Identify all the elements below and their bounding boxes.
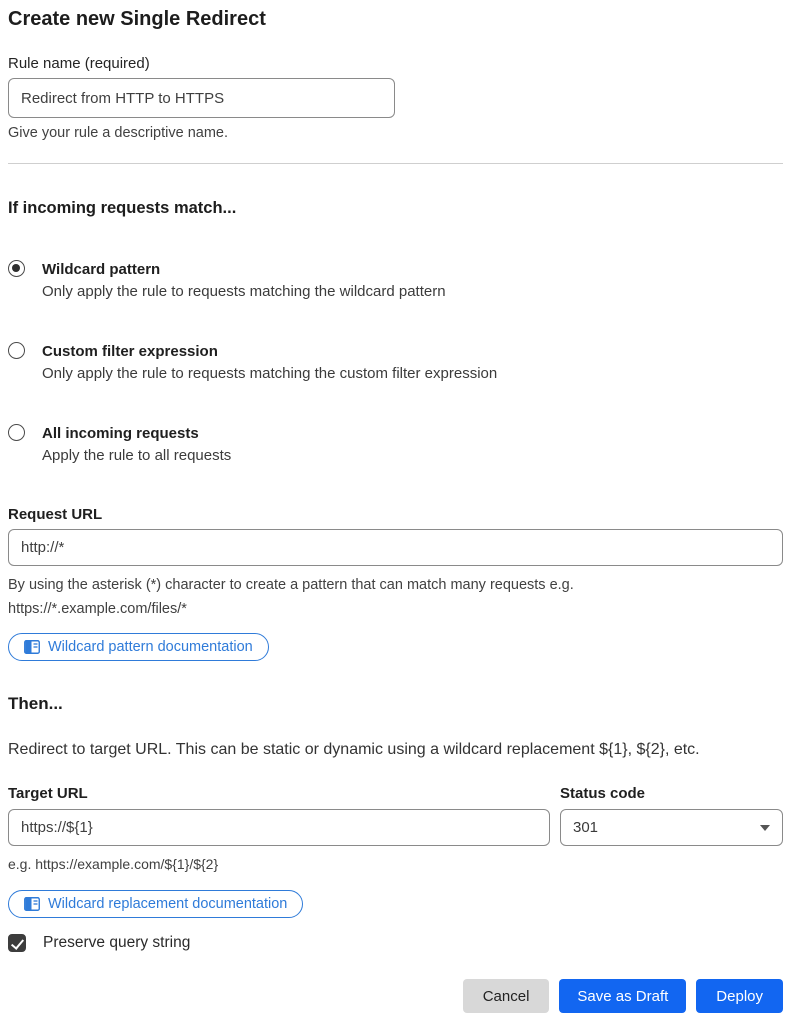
radio-option-custom-filter[interactable] <box>8 341 783 385</box>
request-url-help-line1: By using the asterisk (*) character to create a pattern that can match many requests e.g. <box>8 577 574 593</box>
match-section-heading: If incoming requests match... <box>8 199 237 217</box>
then-section-heading: Then... <box>8 694 63 713</box>
form-actions <box>8 979 783 1013</box>
doc-button-label: Wildcard replacement documentation <box>48 896 288 912</box>
request-url-help <box>8 573 783 621</box>
section-divider <box>8 163 783 164</box>
request-url-input[interactable] <box>8 529 783 566</box>
status-code-select-wrap <box>560 809 783 846</box>
status-code-column <box>560 784 783 873</box>
then-section-description: Redirect to target URL. This can be static or dynamic using a wildcard replacement ${1}, ${2}, etc. <box>8 741 700 758</box>
radio-option-wildcard-pattern[interactable] <box>8 259 783 303</box>
request-url-help-line2: https://*.example.com/files/* <box>8 601 187 617</box>
cancel-button[interactable]: Cancel <box>463 979 550 1013</box>
target-url-label: Target URL <box>8 785 88 802</box>
rule-name-help: Give your rule a descriptive name. <box>8 125 229 141</box>
doc-button-label: Wildcard pattern documentation <box>48 639 253 655</box>
status-code-select[interactable] <box>560 809 783 846</box>
radio-description: Apply the rule to all requests <box>42 447 232 464</box>
target-status-row <box>8 784 783 873</box>
open-book-icon <box>24 640 40 654</box>
wildcard-pattern-doc-button[interactable] <box>8 633 269 661</box>
radio-label: All incoming requests <box>42 425 199 442</box>
radio-label: Wildcard pattern <box>42 261 161 278</box>
radio-description: Only apply the rule to requests matching the wildcard pattern <box>42 283 446 300</box>
rule-name-input[interactable] <box>8 78 395 118</box>
deploy-button[interactable]: Deploy <box>696 979 783 1013</box>
rule-name-label: Rule name (required) <box>8 55 150 72</box>
preserve-query-row[interactable] <box>8 934 783 952</box>
match-type-radio-group <box>8 259 783 467</box>
request-url-block <box>8 505 783 661</box>
open-book-icon <box>24 897 40 911</box>
radio-label: Custom filter expression <box>42 343 218 360</box>
radio-description: Only apply the rule to requests matching the custom filter expression <box>42 365 498 382</box>
target-url-help: e.g. https://example.com/${1}/${2} <box>8 856 219 872</box>
all-requests-radio[interactable] <box>8 424 25 441</box>
request-url-label: Request URL <box>8 506 103 523</box>
wildcard-pattern-radio[interactable] <box>8 260 25 277</box>
page-title: Create new Single Redirect <box>8 8 266 30</box>
radio-option-all-requests[interactable] <box>8 423 783 467</box>
target-url-input[interactable] <box>8 809 550 846</box>
wildcard-replacement-doc-button[interactable] <box>8 890 303 918</box>
target-url-column <box>8 784 550 873</box>
status-code-label: Status code <box>560 785 646 802</box>
preserve-query-label: Preserve query string <box>43 934 191 951</box>
preserve-query-checkbox[interactable] <box>8 934 26 952</box>
custom-filter-radio[interactable] <box>8 342 25 359</box>
save-as-draft-button[interactable]: Save as Draft <box>559 979 686 1013</box>
